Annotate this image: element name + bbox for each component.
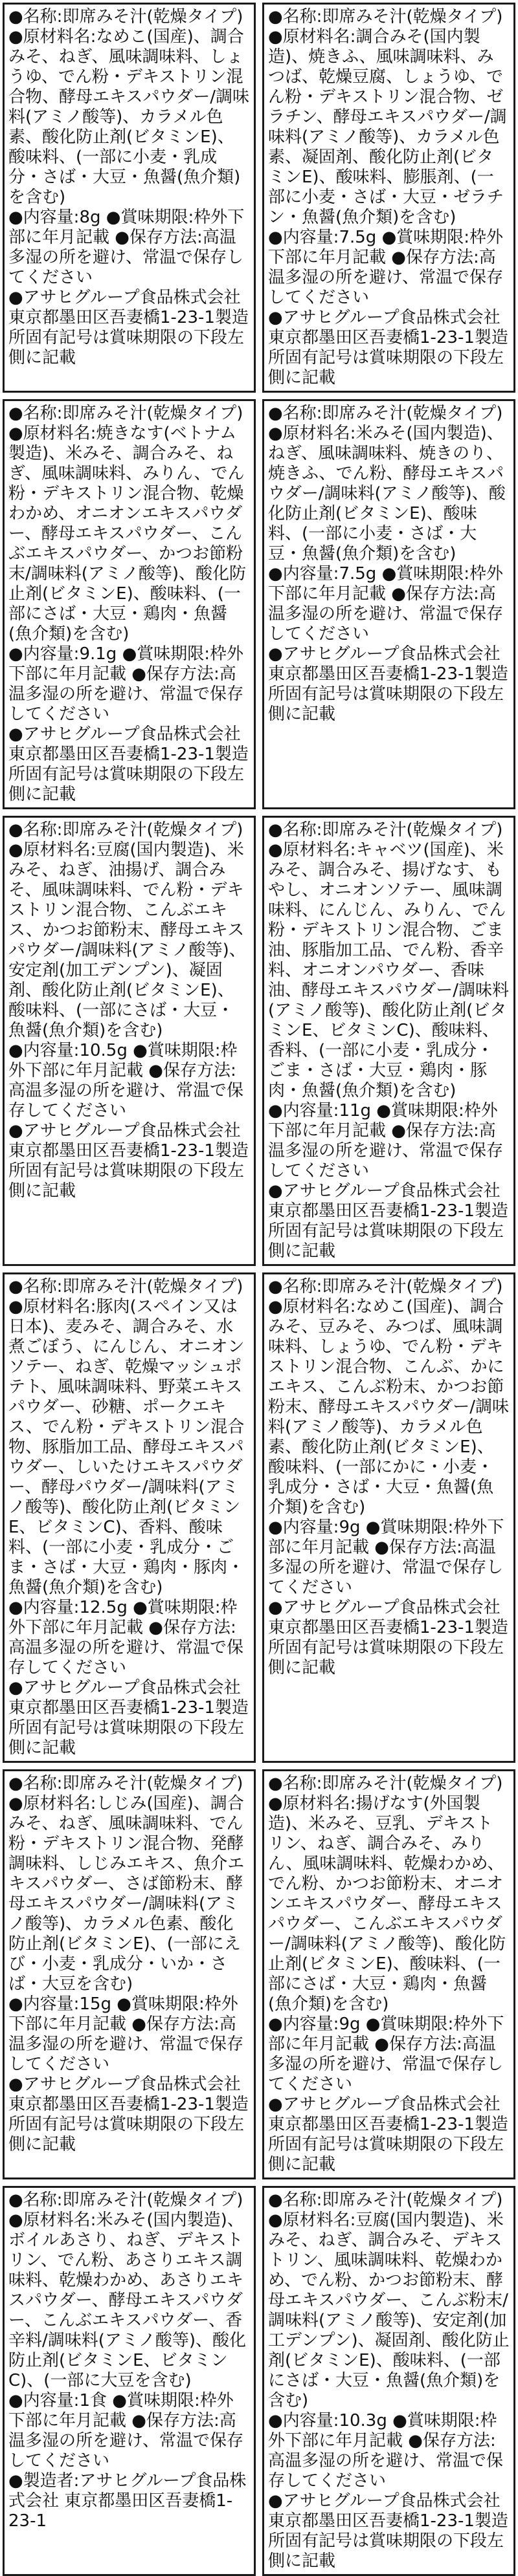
label-content-info: ●内容量:12.5g ●賞味期限:枠外下部に年月記載 ●保存方法:高温多湿の所を避け、常温で保存してください — [8, 1598, 243, 1677]
label-ingredients: ●原材料名:なめこ(国産)、調合みそ、ねぎ、風味調味料、しょうゆ、でん粉・デキストリン混合物、酵母エキスパウダー/調味料(アミノ酸等)、カラメル色素、酸化防止剤(ビタミンE)、酸味料、(一部に小麦・乳成分・さば・大豆・魚醤(魚介類)を含む) — [8, 27, 249, 207]
label-content-info: ●内容量:7.5g ●賞味期限:枠外下部に年月記載 ●保存方法:高温多湿の所を避け、常温で保存してください — [268, 228, 504, 307]
label-content-info: ●内容量:10.3g ●賞味期限:枠外下部に年月記載 ●保存方法:高温多湿の所を避け、常温で保存してください — [268, 2411, 503, 2491]
label-panel-12 — [262, 2186, 515, 2576]
label-content-info: ●内容量:15g ●賞味期限:枠外下部に年月記載 ●保存方法:高温多湿の所を避け、常温で保存してください — [8, 1994, 243, 2074]
label-maker: ●アサヒグループ食品株式会社 東京都墨田区吾妻橋1-23-1製造所固有記号は賞味期限の下段左側に記載 — [268, 644, 508, 724]
label-content-info: ●内容量:10.5g ●賞味期限:枠外下部に年月記載 ●保存方法:高温多湿の所を避け、常温で保存してください — [8, 1041, 243, 1120]
label-ingredients: ●原材料名:しじみ(国産)、調合みそ、ねぎ、風味調味料、でん粉・デキストリン混合物、発酵調味料、しじみエキス、魚介エキスパウダー、さば節粉末、酵母エキスパウダー/調味料(アミノ酸等)、カラメル色素、酸化防止剤(ビタミンE)、(一部にえび・小麦・乳成分・いか・さば・大豆を含む) — [8, 1794, 245, 1994]
label-name: ●名称:即席みそ汁(乾燥タイプ) — [8, 7, 243, 27]
label-ingredients: ●原材料名:揚げなす(外国製造)、米みそ、豆乳、デキストリン、ねぎ、調合みそ、みりん、風味調味料、乾燥わかめ、でん粉、かつお節粉末、オニオンエキスパウダー、酵母エキスパウダー、こんぶエキスパウダー/調味料(アミノ酸等)、酸化防止剤(ビタミンE)、酸味料、(一部にさば・大豆・鶏肉・魚醤(魚介類)を含む) — [268, 1794, 506, 2014]
label-content-info: ●内容量:11g ●賞味期限:枠外下部に年月記載 ●保存方法:高温多湿の所を避け、常温で保存してください — [268, 1101, 503, 1181]
label-name: ●名称:即席みそ汁(乾燥タイプ) — [8, 404, 243, 423]
label-name: ●名称:即席みそ汁(乾燥タイプ) — [268, 2190, 503, 2210]
label-panel-6 — [262, 816, 515, 1266]
label-maker: ●アサヒグループ食品株式会社 東京都墨田区吾妻橋1-23-1製造所固有記号は賞味期限の下段左側に記載 — [8, 1678, 249, 1758]
label-content-info: ●内容量:9.1g ●賞味期限:枠外下部に年月記載 ●保存方法:高温多湿の所を避け、常温で保存してください — [8, 644, 244, 724]
label-panel-9 — [3, 1769, 256, 2179]
label-ingredients: ●原材料名:豆腐(国内製造)、米みそ、ねぎ、油揚げ、調合みそ、風味調味料、でん粉・デキストリン混合物、こんぶエキス、かつお節粉末、酵母エキスパウダー/調味料(アミノ酸等)、安定剤(加工デンプン)、凝固剤、酸化防止剤(ビタミンE)、酸味料、(一部にさば・大豆・魚醤(魚介類)を含む) — [8, 840, 246, 1040]
label-maker: ●アサヒグループ食品株式会社 東京都墨田区吾妻橋1-23-1製造所固有記号は賞味期限の下段左側に記載 — [8, 725, 249, 804]
label-content-info: ●内容量:1食 ●賞味期限:枠外下部に年月記載 ●保存方法:高温多湿の所を避け、常温で保存してください — [8, 2391, 243, 2471]
label-maker: ●アサヒグループ食品株式会社 東京都墨田区吾妻橋1-23-1製造所固有記号は賞味期限の下段左側に記載 — [8, 2075, 249, 2154]
label-ingredients: ●原材料名:米みそ(国内製造)、ボイルあさり、ねぎ、デキストリン、でん粉、あさりエキス調味料、乾燥わかめ、あさりエキスパウダー、酵母エキスパウダー、こんぶエキスパウダー、香辛料/調味料(アミノ酸等)、酸化防止剤(ビタミンE、ビタミンC)、(一部に大豆を含む) — [8, 2210, 247, 2390]
label-ingredients: ●原材料名:なめこ(国産)、調合みそ、豆みそ、みつば、風味調味料、しょうゆ、でん粉・デキストリン混合物、こんぶ、かにエキス、こんぶ粉末、かつお節粉末、酵母エキスパウダー/調味料(アミノ酸等)、カラメル色素、酸化防止剤(ビタミンE)、酸味料、(一部にかに・小麦・乳成分・さば・大豆・魚醤(魚介類)を含む) — [268, 1297, 509, 1517]
label-panel-3 — [3, 399, 256, 809]
label-panel-11 — [3, 2186, 256, 2576]
label-maker: ●アサヒグループ食品株式会社 東京都墨田区吾妻橋1-23-1製造所固有記号は賞味期限の下段左側に記載 — [8, 288, 249, 367]
label-maker: ●アサヒグループ食品株式会社 東京都墨田区吾妻橋1-23-1製造所固有記号は賞味期限の下段左側に記載 — [268, 1598, 508, 1677]
label-maker: ●アサヒグループ食品株式会社 東京都墨田区吾妻橋1-23-1製造所固有記号は賞味期限の下段左側に記載 — [268, 2095, 508, 2174]
label-panel-5 — [3, 816, 256, 1266]
label-content-info: ●内容量:7.5g ●賞味期限:枠外下部に年月記載 ●保存方法:高温多湿の所を避け、常温で保存してください — [268, 564, 504, 644]
label-panel-1 — [3, 3, 256, 393]
label-maker: ●アサヒグループ食品株式会社 東京都墨田区吾妻橋1-23-1製造所固有記号は賞味期限の下段左側に記載 — [8, 1121, 249, 1201]
label-maker: ●アサヒグループ食品株式会社 東京都墨田区吾妻橋1-23-1製造所固有記号は賞味期限の下段左側に記載 — [268, 2491, 508, 2571]
label-panel-7 — [3, 1272, 256, 1763]
label-ingredients: ●原材料名:豆腐(国内製造)、米みそ、ねぎ、調合みそ、デキストリン、風味調味料、乾燥わかめ、でん粉、かつお節粉末、酵母エキスパウダー、こんぶ粉末/調味料(アミノ酸等)、安定剤(加工デンプン)、凝固剤、酸化防止剤(ビタミンE)、酸味料、(一部にさば・大豆・魚醤(魚介類)を含む) — [268, 2210, 510, 2410]
label-ingredients: ●原材料名:調合みそ(国内製造)、焼きふ、風味調味料、みつば、乾燥豆腐、しょうゆ、でん粉・デキストリン混合物、ゼラチン、酵母エキスパウダー/調味料(アミノ酸等)、カラメル色素、凝固剤、酸化防止剤(ビタミンE)、酸味料、膨脹剤、(一部に小麦・さば・大豆・ゼラチン・魚醤(魚介類)を含む) — [268, 27, 507, 227]
label-ingredients: ●原材料名:焼きなす(ベトナム製造)、米みそ、調合みそ、ねぎ、風味調味料、みりん、でん粉・デキストリン混合物、乾燥わかめ、オニオンエキスパウダー、酵母エキスパウダー、こんぶエキスパウダー、かつお節粉末/調味料(アミノ酸等)、酸化防止剤(ビタミンE)、酸味料、(一部にさば・大豆・鶏肉・魚醤(魚介類)を含む) — [8, 424, 247, 644]
label-panel-2 — [262, 3, 515, 393]
label-name: ●名称:即席みそ汁(乾燥タイプ) — [268, 404, 503, 423]
label-name: ●名称:即席みそ汁(乾燥タイプ) — [8, 1277, 243, 1296]
label-maker: ●製造者:アサヒグループ食品株式会社 東京都墨田区吾妻橋1-23-1 — [8, 2471, 247, 2531]
label-name: ●名称:即席みそ汁(乾燥タイプ) — [268, 1774, 503, 1793]
label-content-info: ●内容量:9g ●賞味期限:枠外下部に年月記載 ●保存方法:高温多湿の所を避け、常温で保存してください — [268, 2014, 504, 2094]
label-panel-4 — [262, 399, 515, 809]
label-panel-8 — [262, 1272, 515, 1763]
label-ingredients: ●原材料名:米みそ(国内製造)、ねぎ、風味調味料、焼きのり、焼きふ、でん粉、酵母エキスパウダー/調味料(アミノ酸等)、酸化防止剤(ビタミンE)、酸味料、(一部に小麦・さば・大豆・魚醤(魚介類)を含む) — [268, 424, 506, 563]
label-panel-10 — [262, 1769, 515, 2179]
label-name: ●名称:即席みそ汁(乾燥タイプ) — [268, 820, 503, 840]
label-maker: ●アサヒグループ食品株式会社 東京都墨田区吾妻橋1-23-1製造所固有記号は賞味期限の下段左側に記載 — [268, 308, 508, 387]
label-maker: ●アサヒグループ食品株式会社 東京都墨田区吾妻橋1-23-1製造所固有記号は賞味期限の下段左側に記載 — [268, 1181, 508, 1261]
label-name: ●名称:即席みそ汁(乾燥タイプ) — [8, 2190, 243, 2210]
label-content-info: ●内容量:9g ●賞味期限:枠外下部に年月記載 ●保存方法:高温多湿の所を避け、常温で保存してください — [268, 1518, 504, 1597]
label-name: ●名称:即席みそ汁(乾燥タイプ) — [8, 1774, 243, 1793]
label-name: ●名称:即席みそ汁(乾燥タイプ) — [268, 7, 503, 27]
label-ingredients: ●原材料名:豚肉(スペイン又は日本)、麦みそ、調合みそ、水煮ごぼう、にんじん、オニオンソテー、ねぎ、乾燥マッシュポテト、風味調味料、野菜エキスパウダー、砂糖、ポークエキス、でん粉・デキストリン混合物、豚脂加工品、酵母エキスパウダー、しいたけエキスパウダー、酵母パウダー/調味料(アミノ酸等)、酸化防止剤(ビタミンE、ビタミンC)、香料、酸味料、(一部に小麦・乳成分・ごま・さば・大豆・鶏肉・豚肉・魚醤(魚介類)を含む) — [8, 1297, 245, 1597]
label-name: ●名称:即席みそ汁(乾燥タイプ) — [268, 1277, 503, 1296]
label-content-info: ●内容量:8g ●賞味期限:枠外下部に年月記載 ●保存方法:高温多湿の所を避け、常温で保存してください — [8, 208, 245, 287]
label-name: ●名称:即席みそ汁(乾燥タイプ) — [8, 820, 243, 840]
label-ingredients: ●原材料名:キャベツ(国産)、米みそ、調合みそ、揚げなす、もやし、オニオンソテー、風味調味料、にんじん、みりん、でん粉・デキストリン混合物、ごま油、豚脂加工品、でん粉、香辛料、オニオンパウダー、香味油、酵母エキスパウダー/調味料(アミノ酸等)、酸化防止剤(ビタミンE、ビタミンC)、酸味料、香料、(一部に小麦・乳成分・ごま・さば・大豆・鶏肉・豚肉・魚醤(魚介類)を含む) — [268, 840, 509, 1100]
